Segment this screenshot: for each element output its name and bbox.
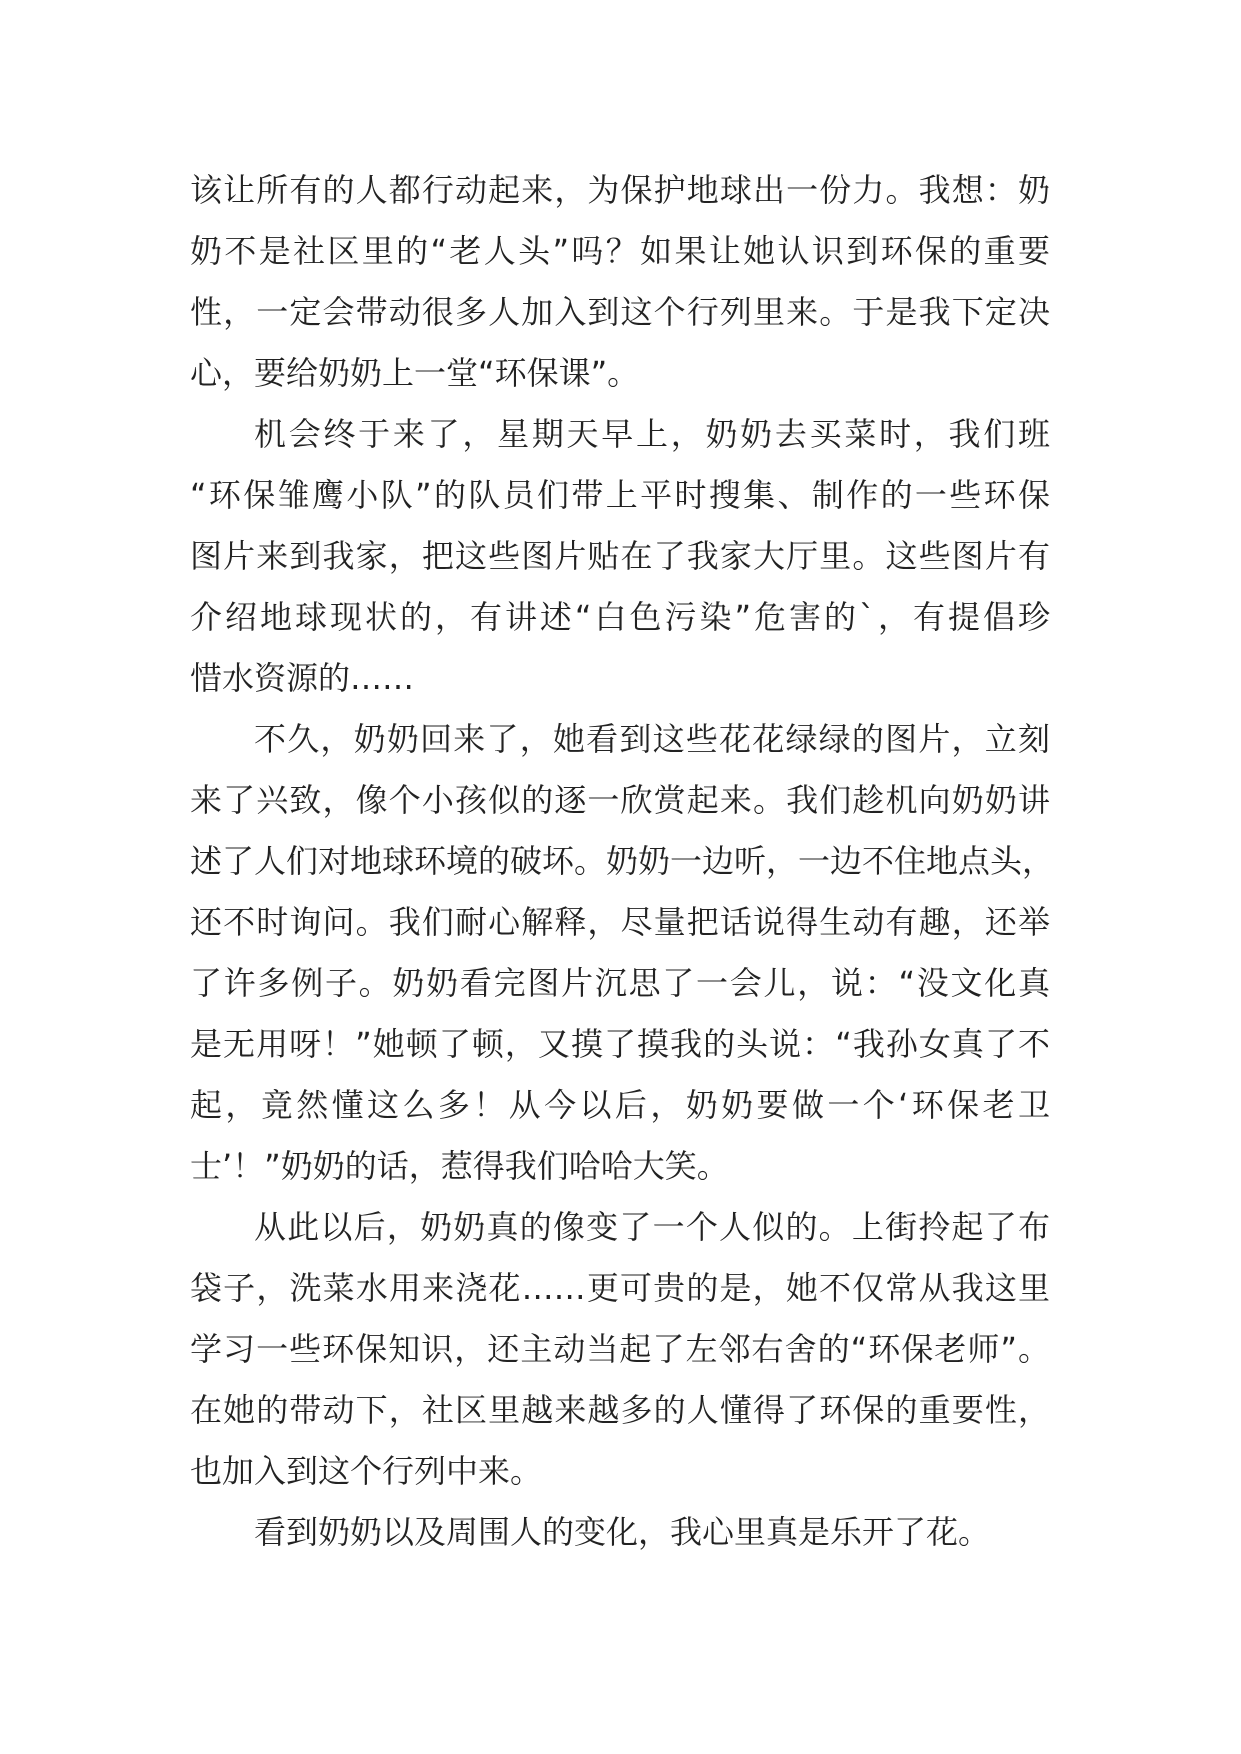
paragraph-4-line-3: 学习一些环保知识，还主动当起了左邻右舍的“环保老师”。 [190, 1330, 1050, 1368]
paragraph-3-line-5: 了许多例子。奶奶看完图片沉思了一会儿，说：“没文化真 [190, 964, 1050, 1002]
paragraph-4-line-1: 从此以后，奶奶真的像变了一个人似的。上街拎起了布 [254, 1208, 1050, 1246]
paragraph-3-line-6: 是无用呀！”她顿了顿，又摸了摸我的头说：“我孙女真了不 [190, 1025, 1050, 1063]
paragraph-2-line-5: 惜水资源的…… [190, 659, 415, 697]
paragraph-2-line-4: 介绍地球现状的，有讲述“白色污染”危害的`，有提倡珍 [190, 598, 1050, 636]
paragraph-4-line-5: 也加入到这个行列中来。 [190, 1452, 543, 1490]
paragraph-3-line-4: 还不时询问。我们耐心解释，尽量把话说得生动有趣，还举 [190, 903, 1050, 941]
paragraph-2-line-3: 图片来到我家，把这些图片贴在了我家大厅里。这些图片有 [190, 537, 1050, 575]
paragraph-3-line-2: 来了兴致，像个小孩似的逐一欣赏起来。我们趁机向奶奶讲 [190, 781, 1050, 819]
paragraph-4-line-4: 在她的带动下，社区里越来越多的人懂得了环保的重要性， [190, 1391, 1050, 1429]
paragraph-3-line-3: 述了人们对地球环境的破坏。奶奶一边听，一边不住地点头， [190, 842, 1055, 880]
paragraph-4-line-2: 袋子，洗菜水用来浇花……更可贵的是，她不仅常从我这里 [190, 1269, 1050, 1307]
paragraph-2-line-2: “环保雏鹰小队”的队员们带上平时搜集、制作的一些环保 [190, 476, 1050, 514]
paragraph-1-line-4: 心，要给奶奶上一堂“环保课”。 [190, 354, 640, 392]
paragraph-1-line-2: 奶不是社区里的“老人头”吗？如果让她认识到环保的重要 [190, 232, 1050, 270]
paragraph-3-line-8: 士’！”奶奶的话，惹得我们哈哈大笑。 [190, 1147, 729, 1185]
paragraph-3-line-1: 不久，奶奶回来了，她看到这些花花绿绿的图片，立刻 [254, 720, 1050, 758]
paragraph-1-line-3: 性，一定会带动很多人加入到这个行列里来。于是我下定决 [190, 293, 1050, 331]
essay-body [190, 160, 1055, 1563]
paragraph-5-line-1: 看到奶奶以及周围人的变化，我心里真是乐开了花。 [254, 1513, 991, 1551]
paragraph-2-line-1: 机会终于来了，星期天早上，奶奶去买菜时，我们班 [254, 415, 1050, 453]
paragraph-3-line-7: 起，竟然懂这么多！从今以后，奶奶要做一个‘环保老卫 [190, 1086, 1050, 1124]
paragraph-1-line-1: 该让所有的人都行动起来，为保护地球出一份力。我想：奶 [190, 171, 1050, 209]
